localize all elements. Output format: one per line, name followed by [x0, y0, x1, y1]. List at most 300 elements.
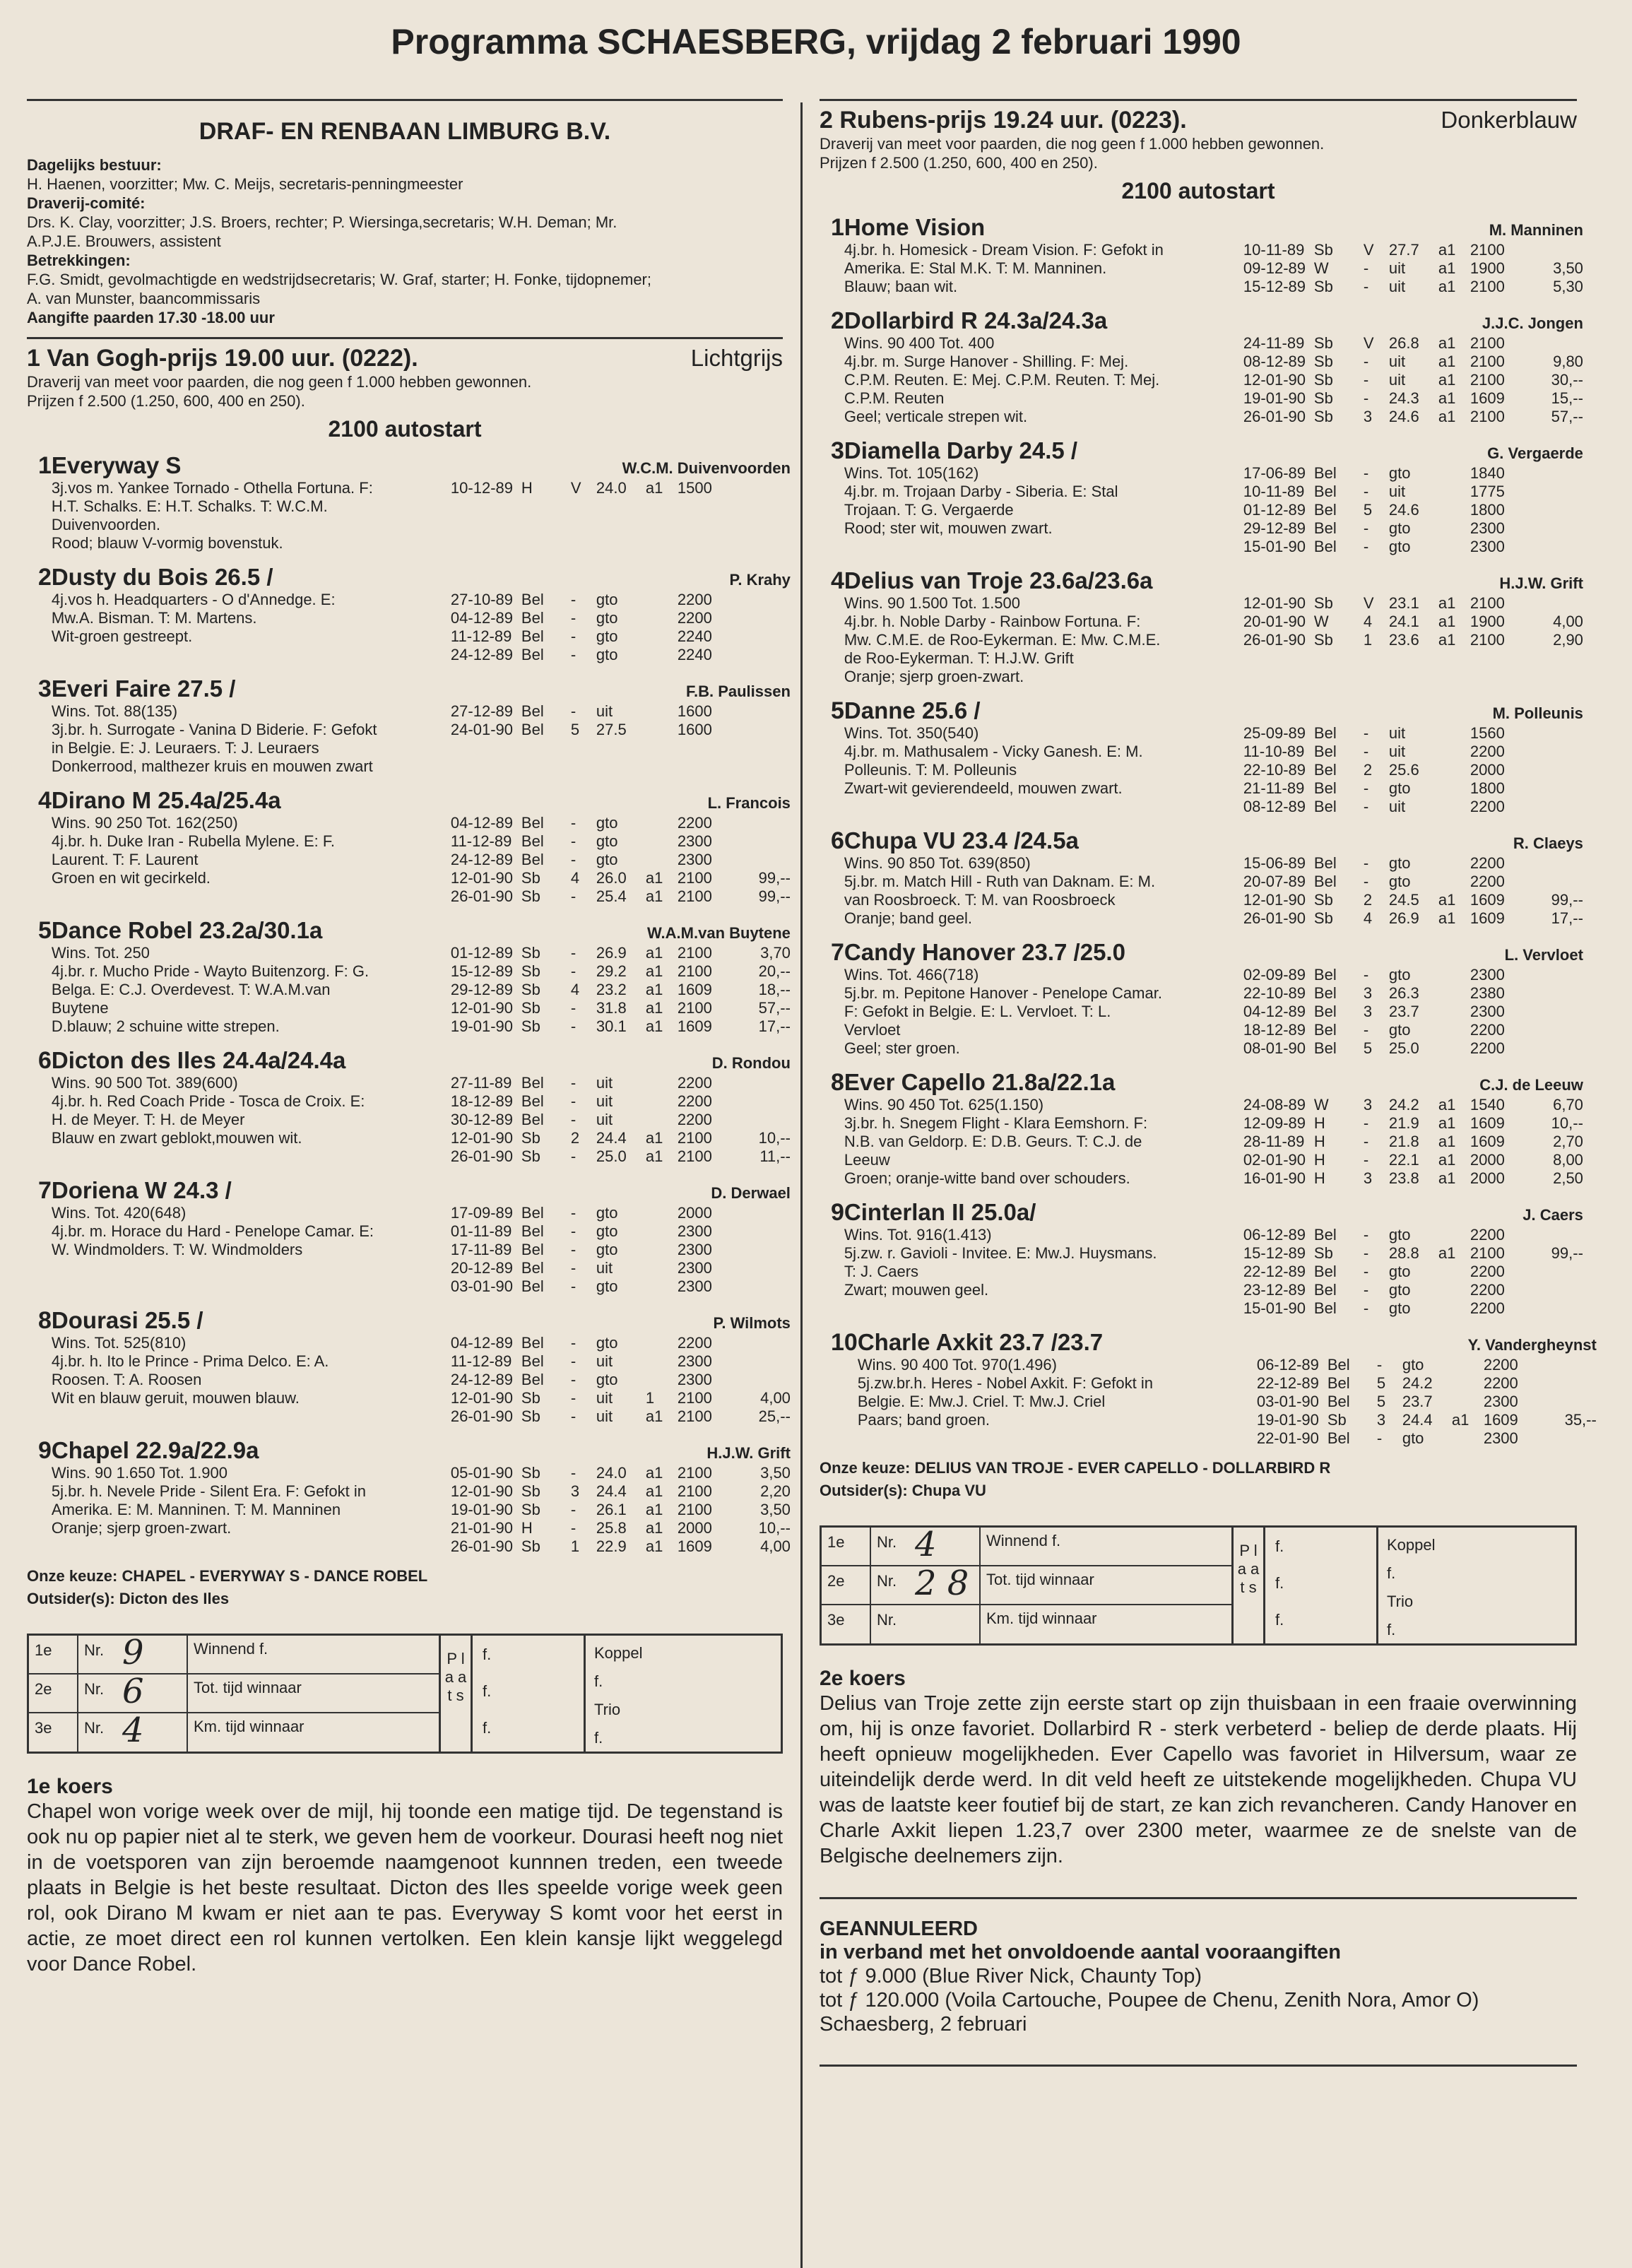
result-cell: 1609 — [677, 1017, 712, 1035]
result-cell: gto — [1388, 1226, 1411, 1244]
result-cell: 1609 — [677, 1537, 712, 1555]
result-cell: 23.7 — [1402, 1393, 1433, 1410]
handwritten-number: 4 — [122, 1711, 144, 1750]
result-cell: gto — [596, 1277, 618, 1295]
result-cell: 2300 — [677, 1352, 712, 1370]
result-row — [1257, 1393, 1597, 1411]
description-line: Laurent. T: F. Laurent — [51, 851, 199, 868]
result-cell: Sb — [521, 1017, 540, 1035]
our-choice: Onze keuze: CHAPEL - EVERYWAY S - DANCE ROBEL — [27, 1567, 428, 1585]
result-row — [1243, 1226, 1583, 1244]
result-row — [1243, 1151, 1583, 1169]
result-cell: 19-01-90 — [450, 1017, 513, 1035]
result-cell: 26-01-90 — [450, 1147, 513, 1165]
result-cell: 2200 — [1470, 1039, 1505, 1057]
grid-trio: Trio — [1387, 1593, 1414, 1610]
result-cell: - — [570, 999, 576, 1017]
race-conditions: Draverij van meet voor paarden, die nog geen f 1.000 hebben gewonnen. — [27, 373, 532, 391]
result-row — [1243, 259, 1583, 278]
description-line: Rood; blauw V-vormig bovenstuk. — [51, 534, 283, 552]
result-cell: - — [570, 944, 576, 962]
result-cell: 04-12-89 — [450, 1334, 513, 1352]
result-cell: 21.8 — [1388, 1133, 1419, 1150]
horse-trainer: D. Derwael — [711, 1184, 791, 1202]
result-cell: Sb — [1313, 909, 1333, 927]
result-row — [451, 1501, 791, 1519]
horse-header — [52, 1177, 791, 1204]
result-row — [1243, 334, 1583, 353]
result-cell: 1560 — [1470, 724, 1505, 742]
result-cell: a1 — [1438, 631, 1456, 649]
result-row — [451, 627, 791, 646]
result-cell — [646, 702, 678, 721]
horse-entry — [27, 917, 791, 1036]
result-row — [1243, 1244, 1583, 1263]
description-line: 4j.br. h. Duke Iran - Rubella Mylene. E: F. — [51, 832, 335, 850]
result-cell: 26-01-90 — [1243, 408, 1306, 425]
result-cell: 23.6 — [1388, 631, 1419, 649]
result-cell — [1527, 724, 1583, 743]
result-cell: 1500 — [677, 479, 712, 497]
result-row — [451, 851, 791, 869]
horse-number: 4 — [831, 567, 844, 594]
annulled-line: tot ƒ 120.000 (Voila Cartouche, Poupee de Chenu, Zenith Nora, Amor O) — [820, 1989, 1479, 2012]
club-board — [27, 155, 783, 327]
result-cell: - — [1363, 966, 1369, 984]
result-cell: gto — [1388, 966, 1411, 984]
result-cell: 27-11-89 — [450, 1074, 512, 1092]
horse-entry — [27, 564, 791, 664]
result-cell — [1527, 1263, 1583, 1281]
result-row — [1243, 761, 1583, 779]
result-cell: gto — [596, 851, 618, 868]
horse-body — [52, 1437, 791, 1556]
result-cell: - — [570, 1501, 576, 1518]
result-cell: 99,-- — [758, 887, 791, 905]
grid-number-cell — [78, 1633, 188, 1673]
result-cell: V — [570, 479, 581, 497]
result-cell: 99,-- — [758, 869, 791, 887]
board-line: H. Haenen, voorzitter; Mw. C. Meijs, secretaris-penningmeester — [27, 175, 463, 193]
result-cell: gto — [596, 1222, 618, 1240]
grid-nr-label: Nr. — [84, 1641, 105, 1659]
result-row — [451, 887, 791, 906]
result-cell: a1 — [1438, 613, 1456, 630]
result-cell: - — [1363, 1244, 1369, 1262]
result-cell: 24.4 — [596, 1482, 627, 1500]
result-row — [1243, 743, 1583, 761]
horse-trainer: H.J.W. Grift — [706, 1444, 791, 1462]
result-cell: - — [1363, 743, 1369, 760]
race-2 — [820, 107, 1597, 1869]
result-cell: Bel — [1327, 1429, 1350, 1447]
result-cell: 2380 — [1470, 984, 1505, 1002]
result-cell: gto — [596, 1371, 618, 1388]
result-cell: 2200 — [1470, 1263, 1505, 1280]
result-row — [1243, 891, 1583, 909]
horse-name: Everyway S — [51, 452, 182, 478]
description-line: 4j.br. h. Noble Darby - Rainbow Fortuna. F: — [844, 613, 1141, 630]
result-row — [451, 646, 791, 664]
result-cell: Bel — [1327, 1393, 1350, 1410]
grid-f-column — [1265, 1528, 1378, 1643]
result-cell: 17-11-89 — [450, 1241, 512, 1258]
grid-label: Km. tijd winnaar — [986, 1610, 1097, 1627]
horse-name: Chapel 22.9a/22.9a — [51, 1437, 259, 1463]
result-cell: 24.0 — [596, 479, 627, 497]
horse-trainer: P. Krahy — [729, 571, 791, 589]
horse-description — [52, 479, 451, 553]
result-cell: Sb — [521, 1537, 540, 1555]
horse-description — [844, 241, 1243, 296]
result-cell: a1 — [645, 1147, 663, 1165]
result-cell: 15-01-90 — [1243, 1299, 1306, 1317]
rule — [820, 1897, 1577, 1899]
result-cell: 2200 — [1470, 1299, 1505, 1317]
horse-name: Dicton des Iles 24.4a/24.4a — [51, 1047, 346, 1073]
result-cell: 24-08-89 — [1243, 1096, 1306, 1114]
description-line: Wins. 90 400 Tot. 970(1.496) — [857, 1356, 1057, 1374]
horse-entry — [820, 1199, 1583, 1318]
result-cell: gto — [1388, 1299, 1411, 1317]
result-cell: 1 — [645, 1389, 655, 1407]
result-cell — [734, 1204, 791, 1222]
result-cell: 05-01-90 — [450, 1464, 513, 1482]
result-cell: 25.8 — [596, 1519, 627, 1537]
horse-details — [52, 479, 791, 553]
result-cell: a1 — [1438, 1169, 1456, 1187]
result-cell: 3 — [1363, 984, 1373, 1002]
result-cell — [734, 721, 791, 739]
horse-trainer: P. Wilmots — [713, 1314, 791, 1332]
horse-name: Everi Faire 27.5 / — [51, 675, 236, 702]
description-line: Wins. 90 450 Tot. 625(1.150) — [844, 1096, 1044, 1114]
result-cell: Bel — [521, 1092, 544, 1110]
horse-name: Cinterlan II 25.0a/ — [844, 1199, 1036, 1225]
result-cell: Sb — [521, 869, 540, 887]
result-cell: 26.9 — [596, 944, 627, 962]
result-cell — [1540, 1356, 1597, 1374]
result-cell: 18,-- — [758, 981, 791, 998]
result-cell: Sb — [521, 1464, 540, 1482]
result-cell: 09-12-89 — [1243, 259, 1306, 277]
horse-header — [52, 564, 791, 591]
result-cell: 12-01-90 — [450, 1482, 513, 1500]
race-conditions: Prijzen f 2.500 (1.250, 600, 400 en 250). — [27, 392, 305, 410]
result-cell: Bel — [1313, 779, 1337, 797]
annulled-line: tot ƒ 9.000 (Blue River Nick, Chaunty Top) — [820, 1965, 1202, 1988]
result-cell: 2000 — [1470, 1151, 1505, 1169]
description-line: Wins. Tot. 420(648) — [51, 1204, 187, 1222]
result-cell: 24.2 — [1402, 1374, 1433, 1392]
result-cell — [734, 1352, 791, 1371]
handwritten-number: 2 8 — [915, 1564, 969, 1603]
result-row — [1243, 594, 1583, 613]
result-cell: 2 — [1363, 891, 1373, 909]
grid-koppel-trio — [586, 1636, 781, 1752]
horse-trainer: H.J.W. Grift — [1499, 574, 1583, 592]
race-1 — [27, 345, 791, 1977]
result-cell: uit — [596, 702, 613, 720]
page-title: Programma SCHAESBERG, vrijdag 2 februari 1990 — [391, 22, 1241, 61]
grid-row — [29, 1672, 439, 1713]
description-line: C.P.M. Reuten — [844, 389, 945, 407]
result-cell — [646, 851, 678, 869]
result-cell: 2100 — [677, 1389, 712, 1407]
result-cell: - — [570, 1111, 576, 1128]
result-cell: a1 — [1438, 594, 1456, 612]
description-line: Donkerrood, malthezer kruis en mouwen zwart — [51, 757, 373, 775]
horse-description — [844, 724, 1243, 816]
result-cell: H — [521, 479, 533, 497]
horse-description — [858, 1356, 1257, 1448]
result-cell: Bel — [521, 646, 544, 663]
result-cell: - — [1363, 854, 1369, 872]
horse-details — [52, 814, 791, 906]
description-line: Wit-groen gestreept. — [51, 627, 193, 645]
result-row — [451, 1277, 791, 1296]
result-cell: - — [570, 1092, 576, 1110]
result-cell: 2200 — [1470, 1021, 1505, 1039]
horse-results — [1243, 334, 1583, 426]
result-cell: 24.4 — [596, 1129, 627, 1147]
result-cell: Bel — [521, 1111, 544, 1128]
result-cell: 29.2 — [596, 962, 627, 980]
result-row — [451, 869, 791, 887]
result-cell: Bel — [521, 1371, 544, 1388]
grid-nr-label: Nr. — [84, 1680, 105, 1698]
horse-name: Chupa VU 23.4 /24.5a — [844, 827, 1079, 854]
horse-number: 2 — [831, 307, 844, 334]
result-cell: 2000 — [1470, 1169, 1505, 1187]
result-row — [451, 1537, 791, 1556]
result-cell: 1800 — [1470, 779, 1505, 797]
result-cell: 5 — [1376, 1393, 1386, 1410]
grid-number-cell — [78, 1672, 188, 1712]
description-line: H.T. Schalks. E: H.T. Schalks. T: W.C.M. — [51, 497, 328, 515]
result-cell: a1 — [645, 1129, 663, 1147]
result-cell: 26-01-90 — [450, 1537, 513, 1555]
description-line: Wit en blauw geruit, mouwen blauw. — [51, 1389, 300, 1407]
grid-row — [822, 1605, 1231, 1644]
result-cell: Sb — [521, 944, 540, 962]
result-cell: a1 — [1438, 1151, 1456, 1169]
grid-f: f. — [594, 1672, 603, 1690]
description-line: 3j.br. h. Snegem Flight - Klara Eemshorn. F: — [844, 1114, 1148, 1132]
result-cell: uit — [596, 1352, 613, 1370]
result-cell — [1527, 779, 1583, 798]
horse-description — [844, 1096, 1243, 1188]
result-row — [1243, 1114, 1583, 1133]
horse-details — [844, 854, 1583, 928]
result-cell — [734, 702, 791, 721]
horse-body — [858, 1329, 1597, 1448]
result-cell: a1 — [1438, 891, 1456, 909]
description-line: Wins. 90 250 Tot. 162(250) — [51, 814, 238, 832]
result-cell: Bel — [521, 1277, 544, 1295]
result-cell — [1452, 1356, 1484, 1374]
result-row — [451, 721, 791, 739]
race-name: 2 Rubens-prijs 19.24 uur. (0223). — [820, 107, 1187, 134]
result-cell — [1527, 1003, 1583, 1021]
result-cell: 10-11-89 — [1243, 483, 1305, 500]
horse-name: Delius van Troje 23.6a/23.6a — [844, 567, 1153, 593]
result-cell: 2100 — [1470, 594, 1505, 612]
result-cell: 24-11-89 — [1243, 334, 1305, 352]
result-cell: 23-12-89 — [1243, 1281, 1306, 1299]
result-cell: 25.6 — [1388, 761, 1419, 779]
horse-number: 7 — [38, 1177, 52, 1204]
result-cell: Bel — [1313, 501, 1337, 519]
result-cell: W — [1313, 259, 1329, 277]
horse-body — [52, 675, 791, 776]
race-commentary — [820, 1667, 1577, 1869]
grid-f: f. — [1275, 1537, 1284, 1555]
result-cell: 23.8 — [1388, 1169, 1419, 1187]
result-row — [451, 702, 791, 721]
description-line: Oranje; band geel. — [844, 909, 972, 927]
result-cell: 2 — [1363, 761, 1373, 779]
right-column — [820, 99, 1597, 2067]
result-cell — [1438, 464, 1470, 483]
result-cell: 1609 — [1470, 389, 1505, 407]
result-cell: a1 — [645, 1537, 663, 1555]
result-cell: 1600 — [677, 721, 712, 738]
result-cell: 27.5 — [596, 721, 627, 738]
result-cell: 23.2 — [596, 981, 627, 998]
result-cell: 2,70 — [1553, 1133, 1583, 1150]
result-row — [451, 479, 791, 497]
board-line: Draverij-comité: — [27, 194, 146, 212]
result-cell: - — [1363, 259, 1369, 277]
result-cell: - — [570, 1371, 576, 1388]
result-cell: uit — [1388, 724, 1406, 742]
horse-details — [52, 1464, 791, 1556]
grid-row — [822, 1566, 1231, 1605]
result-cell: Bel — [1327, 1374, 1350, 1392]
result-cell: 4 — [1363, 613, 1373, 630]
horse-number: 5 — [831, 697, 844, 724]
result-cell: 24-12-89 — [450, 646, 513, 663]
horse-body — [844, 1069, 1583, 1188]
result-cell: 24.0 — [596, 1464, 627, 1482]
description-line: 5j.br. m. Match Hill - Ruth van Daknam. E: M. — [844, 873, 1156, 890]
horse-details — [844, 1096, 1583, 1188]
result-cell: 26-01-90 — [1243, 909, 1306, 927]
result-cell: 08-12-89 — [1243, 353, 1306, 370]
horse-results — [1243, 594, 1583, 686]
horse-number: 9 — [38, 1437, 52, 1464]
horse-entry — [27, 1047, 791, 1166]
horse-description — [52, 1204, 451, 1296]
result-cell: - — [1363, 798, 1369, 815]
result-cell — [1452, 1429, 1484, 1448]
board-line: Drs. K. Clay, voorzitter; J.S. Broers, rechter; P. Wiersinga,secretaris; W.H. Deman; Mr. — [27, 213, 617, 231]
result-cell — [1452, 1374, 1484, 1393]
description-line: Oranje; sjerp groen-zwart. — [844, 668, 1024, 685]
result-cell: 3,50 — [760, 1501, 791, 1518]
result-row — [1243, 483, 1583, 501]
result-row — [451, 981, 791, 999]
description-line: 4j.br. m. Surge Hanover - Shilling. F: Mej. — [844, 353, 1129, 370]
result-cell: 1900 — [1470, 613, 1505, 630]
result-cell: 03-01-90 — [1256, 1393, 1319, 1410]
result-cell: 12-01-90 — [1243, 891, 1306, 909]
result-cell: Sb — [521, 1389, 540, 1407]
horse-entry — [820, 567, 1583, 686]
result-cell: 28.8 — [1388, 1244, 1419, 1262]
result-cell: Bel — [1313, 1226, 1337, 1244]
result-row — [451, 1407, 791, 1426]
description-line: Zwart-wit gevierendeeld, mouwen zwart. — [844, 779, 1123, 797]
horse-name: Dollarbird R 24.3a/24.3a — [844, 307, 1108, 333]
result-cell: 24-12-89 — [450, 851, 513, 868]
result-cell: a1 — [1438, 1244, 1456, 1262]
result-cell: - — [1363, 483, 1369, 500]
horse-header — [52, 1047, 791, 1074]
result-cell: Bel — [1313, 724, 1337, 742]
result-cell — [734, 646, 791, 664]
result-cell: 26-01-90 — [450, 887, 513, 905]
result-cell: 03-01-90 — [450, 1277, 513, 1295]
result-cell: gto — [596, 627, 618, 645]
result-cell: 12-01-90 — [450, 869, 513, 887]
result-cell: 2100 — [677, 1482, 712, 1500]
race-start-type: 2100 autostart — [1121, 178, 1275, 203]
description-line: 3j.br. h. Surrogate - Vanina D Biderie. F: Gefokt — [51, 721, 377, 738]
result-row — [1257, 1356, 1597, 1374]
result-cell: 04-12-89 — [450, 814, 513, 832]
result-cell: V — [1363, 334, 1374, 352]
horse-entry — [820, 697, 1583, 816]
result-cell: 25,-- — [758, 1407, 791, 1425]
result-row — [1243, 966, 1583, 984]
result-row — [451, 999, 791, 1017]
result-cell: 15-12-89 — [1243, 1244, 1306, 1262]
result-cell: 3,50 — [1553, 259, 1583, 277]
grid-number-cell — [78, 1713, 188, 1752]
result-row — [1243, 1133, 1583, 1151]
handwritten-number: 9 — [122, 1633, 144, 1672]
horse-name: Danne 25.6 / — [844, 697, 981, 723]
result-cell: 11-12-89 — [450, 832, 512, 850]
result-cell — [1527, 873, 1583, 891]
result-cell: 24-12-89 — [450, 1371, 513, 1388]
result-cell — [1438, 1021, 1470, 1039]
result-cell: a1 — [645, 1519, 663, 1537]
result-cell: 5,30 — [1553, 278, 1583, 295]
result-cell: 1600 — [677, 702, 712, 720]
result-cell — [734, 479, 791, 497]
result-cell: 4 — [570, 869, 580, 887]
horse-trainer: F.B. Paulissen — [685, 683, 791, 700]
horse-number: 1 — [38, 452, 52, 479]
horse-number: 8 — [831, 1069, 844, 1096]
horse-header — [844, 214, 1583, 241]
result-cell: 2300 — [1470, 538, 1505, 555]
result-row — [451, 962, 791, 981]
result-cell: gto — [1388, 464, 1411, 482]
result-cell: 2100 — [677, 1407, 712, 1425]
result-cell: 15,-- — [1551, 389, 1583, 407]
result-cell — [1527, 501, 1583, 519]
horse-details — [52, 591, 791, 664]
grid-positions — [822, 1525, 1234, 1643]
horse-description — [844, 1226, 1243, 1318]
board-line: F.G. Smidt, gevolmachtigde en wedstrijdsecretaris; W. Graf, starter; H. Fonke, tijdopnemer; — [27, 271, 651, 288]
horse-entry — [820, 437, 1583, 556]
result-cell: 2200 — [677, 1092, 712, 1110]
